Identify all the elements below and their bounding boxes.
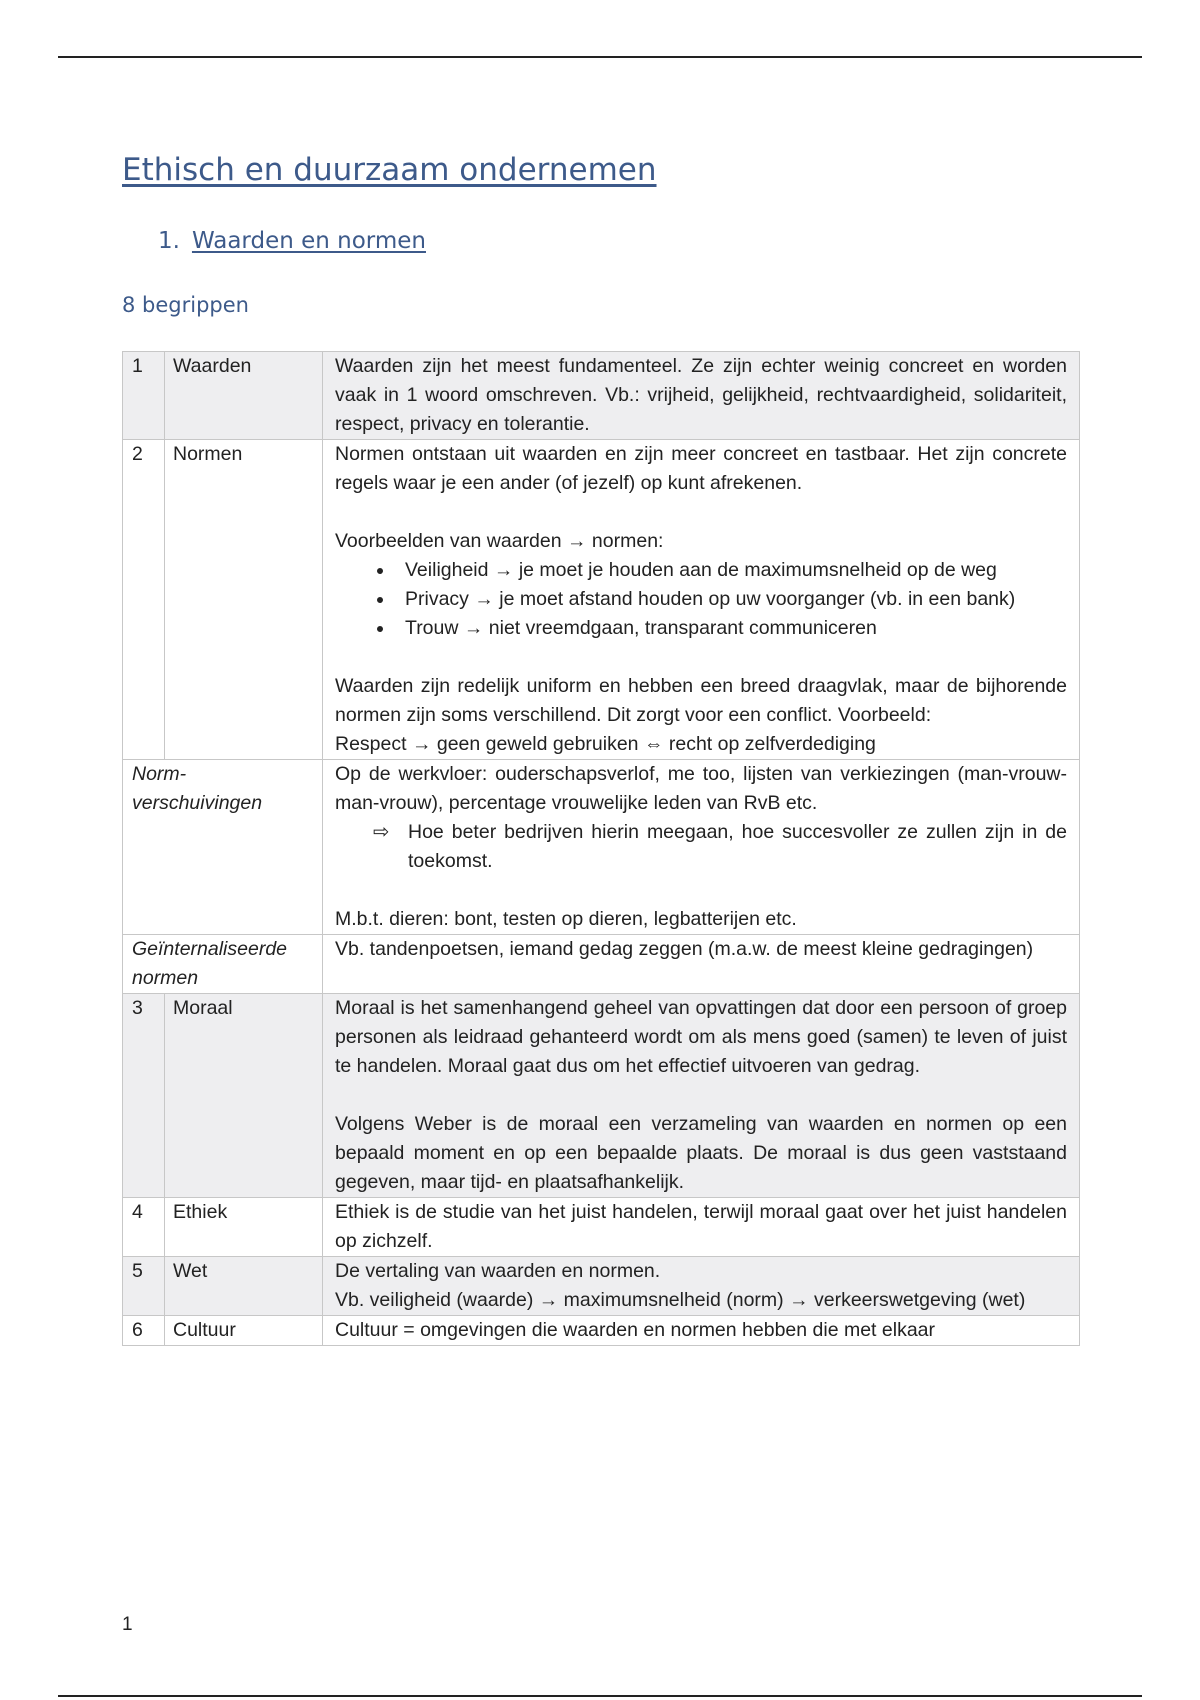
term-description xyxy=(323,994,1080,1198)
table-row xyxy=(123,935,1080,994)
term-description xyxy=(323,1257,1080,1316)
list-item: • Veiligheid → je moet je houden aan de maximumsnelheid op de weg xyxy=(395,556,1067,585)
term-label: Cultuur xyxy=(165,1316,323,1346)
paragraph: Respect → geen geweld gebruiken ⇔ recht op zelfverdediging xyxy=(335,733,876,755)
term-description xyxy=(323,440,1080,760)
table-row xyxy=(123,352,1080,440)
document-title: Ethisch en duurzaam ondernemen xyxy=(122,152,657,188)
list-item: • Privacy → je moet afstand houden op uw voorganger (vb. in een bank) xyxy=(395,585,1067,614)
paragraph: Moraal is het samenhangend geheel van opvattingen dat door een persoon of groep personen als leidraad gehanteerd wordt om als mens goed (samen) te leven of juist te handelen. Moraal gaat dus om het effectief uitvoeren van gedrag. xyxy=(335,997,1067,1077)
term-description: Vb. tandenpoetsen, iemand gedag zeggen (m.a.w. de meest kleine gedragingen) xyxy=(323,935,1080,994)
paragraph: M.b.t. dieren: bont, testen op dieren, legbatterijen etc. xyxy=(335,908,797,930)
term-number: 1 xyxy=(123,352,165,440)
term-label: Norm-verschuivingen xyxy=(123,760,323,935)
term-number: 3 xyxy=(123,994,165,1198)
term-label: Ethiek xyxy=(165,1198,323,1257)
table-row xyxy=(123,760,1080,935)
term-description: Cultuur = omgevingen die waarden en normen hebben die met elkaar xyxy=(323,1316,1080,1346)
table-row xyxy=(123,440,1080,760)
term-label: Normen xyxy=(165,440,323,760)
subsection-heading: 8 begrippen xyxy=(122,293,249,317)
arrow-list-item xyxy=(373,818,1067,876)
list-item: • Trouw → niet vreemdgaan, transparant communiceren xyxy=(395,614,1067,643)
table-row xyxy=(123,994,1080,1198)
term-number: 6 xyxy=(123,1316,165,1346)
section-number: 1. xyxy=(158,228,180,254)
term-description: Waarden zijn het meest fundamenteel. Ze zijn echter weinig concreet en worden vaak in 1 woord omschreven. Vb.: vrijheid, gelijkheid, rechtvaardigheid, solidariteit, respect, privacy en tolerantie. xyxy=(323,352,1080,440)
header-rule xyxy=(58,56,1142,58)
table-row xyxy=(123,1257,1080,1316)
paragraph: Vb. veiligheid (waarde) → maximumsnelheid (norm) → verkeerswetgeving (wet) xyxy=(335,1289,1026,1311)
term-number: 2 xyxy=(123,440,165,760)
paragraph: De vertaling van waarden en normen. xyxy=(335,1260,661,1282)
paragraph: Waarden zijn redelijk uniform en hebben een breed draagvlak, maar de bijhorende normen zijn soms verschillend. Dit zorgt voor een conflict. Voorbeeld: xyxy=(335,675,1067,726)
arrow-bullet-icon: ⇨ xyxy=(373,821,390,843)
section-title: Waarden en normen xyxy=(191,228,426,254)
page-number: 1 xyxy=(122,1614,133,1635)
term-description xyxy=(323,760,1080,935)
term-description: Ethiek is de studie van het juist handelen, terwijl moraal gaat over het juist handelen op zichzelf. xyxy=(323,1198,1080,1257)
table-row xyxy=(123,1316,1080,1346)
paragraph: Op de werkvloer: ouderschapsverlof, me too, lijsten van verkiezingen (man-vrouw-man-vrouw), percentage vrouwelijke leden van RvB etc. xyxy=(335,763,1067,814)
arrow-item-text: Hoe beter bedrijven hierin meegaan, hoe succesvoller ze zullen zijn in de toekomst. xyxy=(408,821,1067,872)
term-number: 5 xyxy=(123,1257,165,1316)
terms-table xyxy=(122,351,1080,1346)
section-heading xyxy=(158,228,426,254)
term-label: Wet xyxy=(165,1257,323,1316)
footer-rule xyxy=(58,1695,1142,1697)
examples-intro: Voorbeelden van waarden → normen: xyxy=(335,530,664,552)
term-label: Moraal xyxy=(165,994,323,1198)
term-number: 4 xyxy=(123,1198,165,1257)
paragraph: Normen ontstaan uit waarden en zijn meer concreet en tastbaar. Het zijn concrete regels waar je een ander (of jezelf) op kunt afrekenen. xyxy=(335,443,1067,494)
paragraph: Volgens Weber is de moraal een verzameling van waarden en normen op een bepaald moment en op een bepaalde plaats. De moraal is dus geen vaststaand gegeven, maar tijd- en plaatsafhankelijk. xyxy=(335,1113,1067,1193)
term-label: Geïnternaliseerde normen xyxy=(123,935,323,994)
table-row xyxy=(123,1198,1080,1257)
examples-list xyxy=(335,556,1067,643)
term-label: Waarden xyxy=(165,352,323,440)
